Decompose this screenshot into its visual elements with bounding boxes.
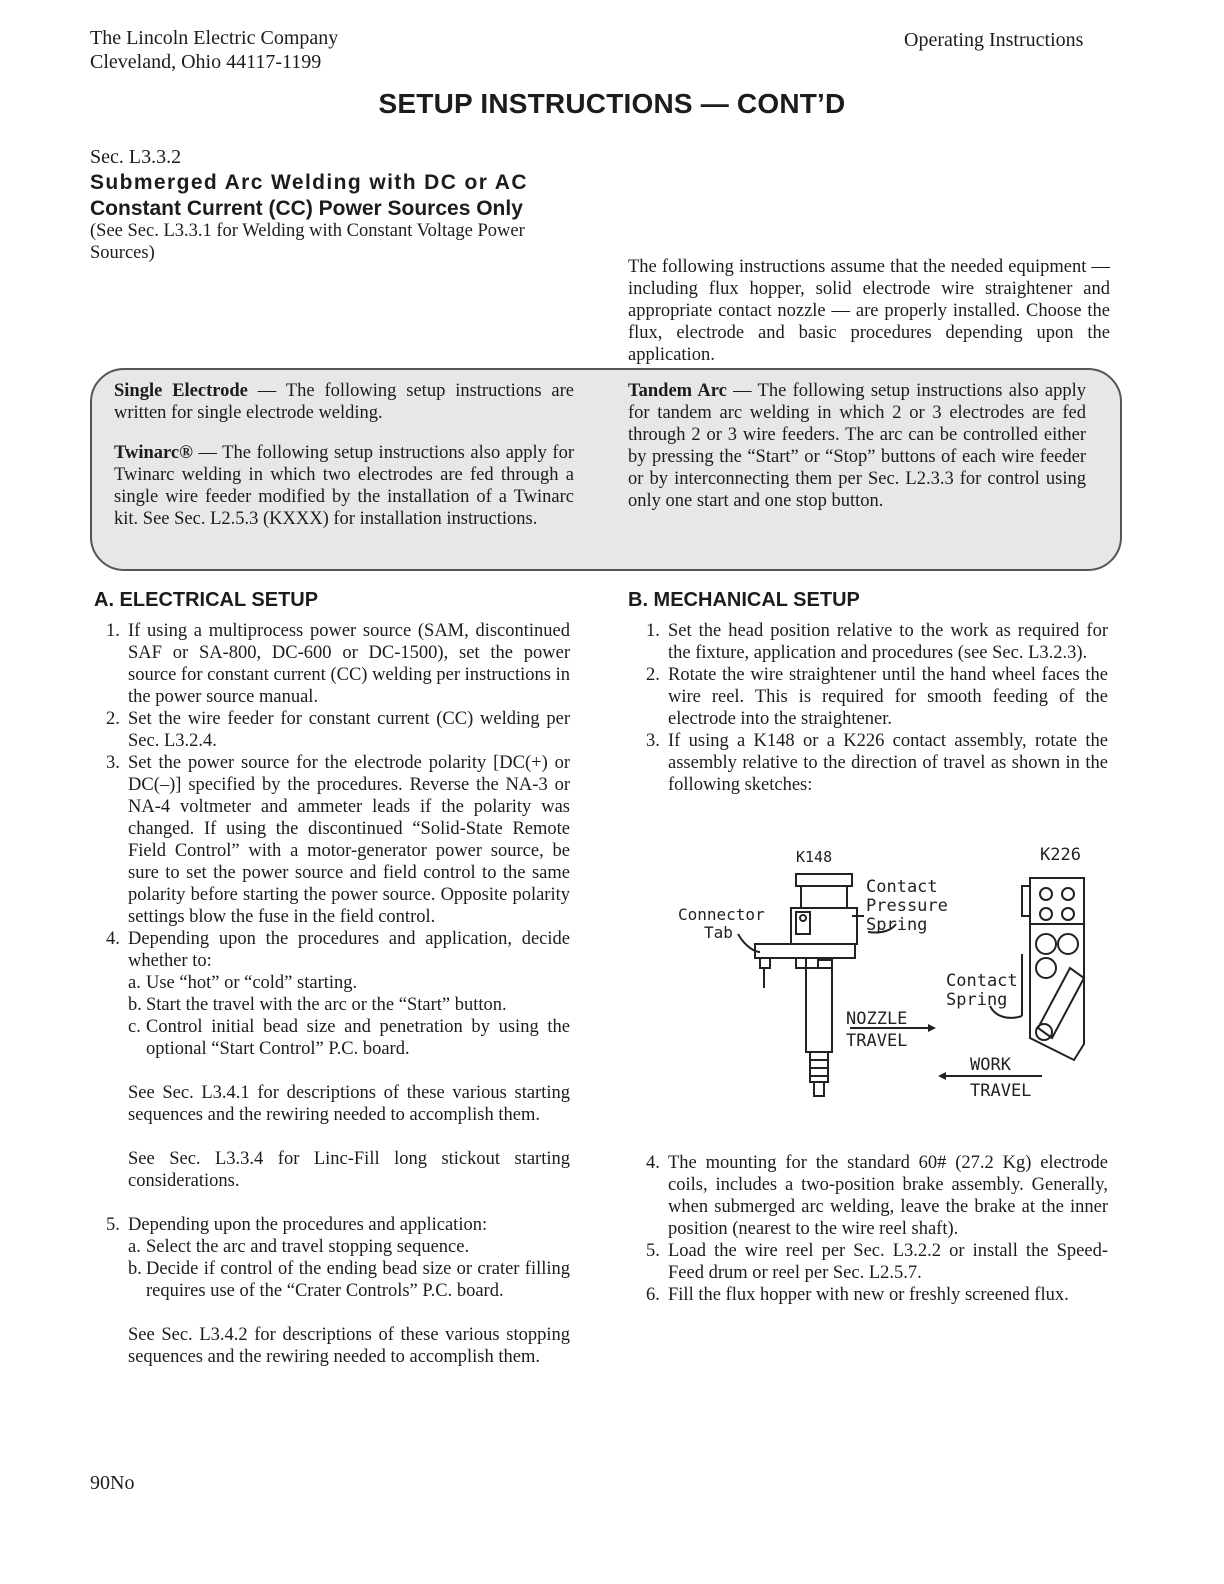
- connector-tab-label-1: Connector: [678, 905, 765, 924]
- item-text: Control initial bead size and penetration by using the optional “Start Control” P.C. board.: [146, 1017, 570, 1059]
- electrical-item-5a: [106, 1236, 570, 1258]
- item-number: 2.: [106, 709, 120, 729]
- electrical-setup-list: [106, 620, 570, 1368]
- item-text: Start the travel with the arc or the “Start” button.: [146, 995, 507, 1015]
- connector-tab-label-2: Tab: [704, 923, 733, 942]
- item-text: The mounting for the standard 60# (27.2 Kg) electrode coils, includes a two-position brake assembly. Generally, when submerged arc welding, leave the brake at the inner position (nearest to the wire reel shaft).: [668, 1153, 1108, 1239]
- k148-assembly-drawing: [755, 874, 857, 1096]
- mechanical-item-6: [646, 1284, 1108, 1306]
- company-name: The Lincoln Electric Company: [90, 27, 339, 49]
- item-number: 1.: [106, 621, 120, 641]
- item-text: If using a K148 or a K226 contact assembly, rotate the assembly relative to the direction of travel as shown in the following sketches:: [668, 731, 1108, 795]
- item-number: a.: [128, 1237, 141, 1257]
- mechanical-setup-list-top: [646, 620, 1108, 796]
- contact-assembly-diagram: [660, 838, 1100, 1118]
- section-note: (See Sec. L3.3.1 for Welding with Constant Voltage Power Sources): [90, 221, 525, 263]
- item-text: Decide if control of the ending bead size or crater filling requires use of the “Crater Controls” P.C. board.: [146, 1259, 570, 1301]
- electrical-item-2: [106, 708, 570, 752]
- electrical-item-4b: [106, 994, 570, 1016]
- k148-label: K148: [796, 848, 833, 866]
- k226-assembly-drawing: [1022, 878, 1084, 1060]
- electrical-item-4: [106, 928, 570, 972]
- item-text: Select the arc and travel stopping sequence.: [146, 1237, 470, 1257]
- item-text: Set the power source for the electrode polarity [DC(+) or DC(–)] specified by the procedures. Reverse the NA-3 or NA-4 voltmeter and ammeter leads if the polarity was changed. If using the discontinued “Solid-State Remote Field Control” with a motor-generator power source, be sure to set the power source and field control to the same polarity before starting the power source. Opposite polarity settings blow the fuse in the field control.: [128, 753, 570, 927]
- tandem-arc-note: [628, 380, 1086, 512]
- header-right: Operating Instructions: [904, 29, 1084, 51]
- section-number: Sec. L3.3.2: [90, 146, 182, 168]
- item-text: Use “hot” or “cold” starting.: [146, 973, 358, 993]
- item-number: 3.: [106, 753, 120, 773]
- item-text: Depending upon the procedures and application:: [128, 1215, 488, 1235]
- note-box: [90, 368, 1122, 571]
- item-number: 1.: [646, 621, 660, 641]
- item-number: b.: [128, 995, 142, 1015]
- mechanical-setup-list-bottom: [646, 1152, 1108, 1306]
- item-number: 4.: [106, 929, 120, 949]
- single-electrode-text: — The following setup instructions are written for single electrode welding.: [114, 381, 574, 423]
- mechanical-item-4: [646, 1152, 1108, 1240]
- item-number: 5.: [646, 1241, 660, 1261]
- box-right-column: [628, 380, 1086, 512]
- intro-paragraph: The following instructions assume that the needed equipment — including flux hopper, solid electrode wire straightener and appropriate contact nozzle — are properly installed. Choose the flux, electrode and basic procedures depending upon the application.: [628, 257, 1110, 365]
- stop-sequence-note: See Sec. L3.4.2 for descriptions of these various stopping sequences and the rewiring needed to accomplish them.: [128, 1325, 570, 1367]
- item-text: Set the head position relative to the work as required for the fixture, application and procedures (see Sec. L3.2.3).: [668, 621, 1108, 663]
- section-title-line2: Constant Current (CC) Power Sources Only: [90, 197, 523, 220]
- tandem-arc-text: — The following setup instructions also apply for tandem arc welding in which 2 or 3 electrodes are fed through 2 or 3 wire feeders. The arc can be controlled either by pressing the “Start” or “Stop” buttons of each wire feeder or by interconnecting them per Sec. L2.3.3 for control using only one start and one stop button.: [628, 381, 1086, 511]
- section-title-line1: Submerged Arc Welding with DC or AC: [90, 171, 528, 194]
- tandem-arc-label: Tandem Arc: [628, 381, 727, 401]
- electrical-setup-heading: A. ELECTRICAL SETUP: [94, 589, 319, 611]
- twinarc-text: — The following setup instructions also apply for Twinarc welding in which two electrodes are fed through a single wire feeder modified by the installation of a Twinarc kit. See Sec. L2.5.3 (KXXX) for installation instructions.: [114, 443, 574, 529]
- mechanical-item-2: [646, 664, 1108, 730]
- item-text: Load the wire reel per Sec. L3.2.2 or install the Speed-Feed drum or reel per Sec. L2.5.7.: [668, 1241, 1108, 1283]
- item-number: 6.: [646, 1285, 660, 1305]
- mechanical-item-5: [646, 1240, 1108, 1284]
- item-text: Depending upon the procedures and application, decide whether to:: [128, 929, 570, 971]
- nozzle-travel-label-1: NOZZLE: [846, 1009, 908, 1029]
- electrical-item-3: [106, 752, 570, 928]
- start-sequence-note: See Sec. L3.4.1 for descriptions of these various starting sequences and the rewiring needed to accomplish them.: [128, 1083, 570, 1125]
- contact-spring-label-2: Spring: [946, 990, 1008, 1010]
- item-number: 3.: [646, 731, 660, 751]
- box-left-column: [114, 380, 574, 530]
- electrical-item-5b: [106, 1258, 570, 1302]
- single-electrode-label: Single Electrode: [114, 381, 248, 401]
- linc-fill-note: See Sec. L3.3.4 for Linc-Fill long stickout starting considerations.: [128, 1149, 570, 1191]
- contact-pressure-spring-label-2: Pressure: [866, 896, 948, 916]
- item-text: If using a multiprocess power source (SAM, discontinued SAF or SA-800, DC-600 or DC-1500), set the power source for constant current (CC) welding per instructions in the power source manual.: [128, 621, 570, 707]
- item-number: b.: [128, 1259, 142, 1279]
- page-footer: 90No: [90, 1472, 135, 1494]
- work-travel-label-1: WORK: [970, 1055, 1011, 1075]
- item-number: 5.: [106, 1215, 120, 1235]
- contact-pressure-spring-label-1: Contact: [866, 877, 938, 897]
- item-number: 4.: [646, 1153, 660, 1173]
- item-text: Set the wire feeder for constant current (CC) welding per Sec. L3.2.4.: [128, 709, 570, 751]
- electrical-item-4c: [106, 1016, 570, 1060]
- nozzle-travel-label-2: TRAVEL: [846, 1031, 908, 1051]
- electrical-item-1: [106, 620, 570, 708]
- company-address: Cleveland, Ohio 44117-1199: [90, 51, 322, 73]
- item-text: Rotate the wire straightener until the hand wheel faces the wire reel. This is required for smooth feeding of the electrode into the straightener.: [668, 665, 1108, 729]
- page-title: SETUP INSTRUCTIONS — CONT’D: [378, 88, 846, 119]
- item-text: Fill the flux hopper with new or freshly screened flux.: [668, 1285, 1069, 1305]
- k226-label: K226: [1040, 845, 1081, 865]
- mechanical-setup-heading: B. MECHANICAL SETUP: [628, 589, 860, 611]
- nozzle-arrow-head: [928, 1024, 936, 1032]
- item-number: 2.: [646, 665, 660, 685]
- work-arrow-head: [938, 1072, 946, 1080]
- item-number: c.: [128, 1017, 141, 1037]
- twinarc-note: [114, 442, 574, 530]
- contact-pressure-spring-label-3: Spring: [866, 915, 928, 935]
- twinarc-label: Twinarc®: [114, 443, 193, 463]
- item-number: a.: [128, 973, 141, 993]
- contact-spring-label-1: Contact: [946, 971, 1018, 991]
- electrical-item-4a: [106, 972, 570, 994]
- work-travel-label-2: TRAVEL: [970, 1081, 1032, 1101]
- single-electrode-note: [114, 380, 574, 424]
- electrical-item-5: [106, 1214, 570, 1236]
- mechanical-item-1: [646, 620, 1108, 664]
- mechanical-item-3: [646, 730, 1108, 796]
